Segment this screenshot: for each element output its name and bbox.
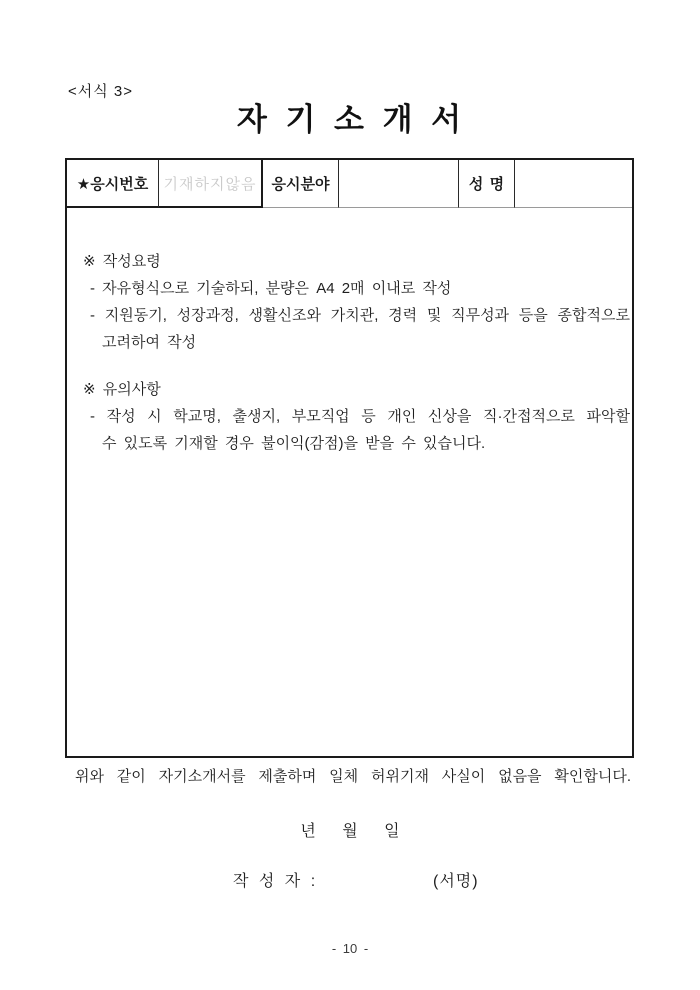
applicant-info-row: [67, 160, 632, 208]
exam-number-label: ★응시번호: [67, 160, 159, 208]
form-number-label: <서식 3>: [68, 83, 134, 100]
category-value-field[interactable]: [339, 160, 459, 208]
page-number: - 10 -: [331, 941, 369, 956]
exam-number-value: 기재하지않음: [159, 160, 263, 208]
caution-item: 수 있도록 기재할 경우 불이익(감점)을 받을 수 있습니다.: [102, 435, 486, 452]
form-body-table: [65, 158, 634, 758]
confirmation-statement: 위와 같이 자기소개서를 제출하며 일체 허위기재 사실이 없음을 확인합니다.: [75, 768, 631, 785]
date-line: 년 월 일: [300, 823, 400, 840]
caution-item: - 작성 시 학교명, 출생지, 부모직업 등 개인 신상을 직·간접적으로 파악할: [90, 408, 630, 425]
name-value-field[interactable]: [515, 160, 632, 208]
writer-label: 작 성 자 :: [233, 873, 316, 890]
cautions-heading: ※ 유의사항: [83, 381, 161, 398]
name-label: 성 명: [459, 160, 515, 208]
guideline-item: 고려하여 작성: [102, 334, 197, 351]
guideline-item: - 자유형식으로 기술하되, 분량은 A4 2매 이내로 작성: [90, 280, 452, 297]
page-title: 자 기 소 개 서: [236, 102, 464, 137]
signature-label: (서명): [433, 873, 479, 890]
category-label: 응시분야: [263, 160, 339, 208]
guideline-item: - 지원동기, 성장과정, 생활신조와 가치관, 경력 및 직무성과 등을 종합적으로: [90, 307, 630, 324]
guidelines-heading: ※ 작성요령: [83, 253, 161, 270]
instructions-box: [67, 208, 632, 457]
